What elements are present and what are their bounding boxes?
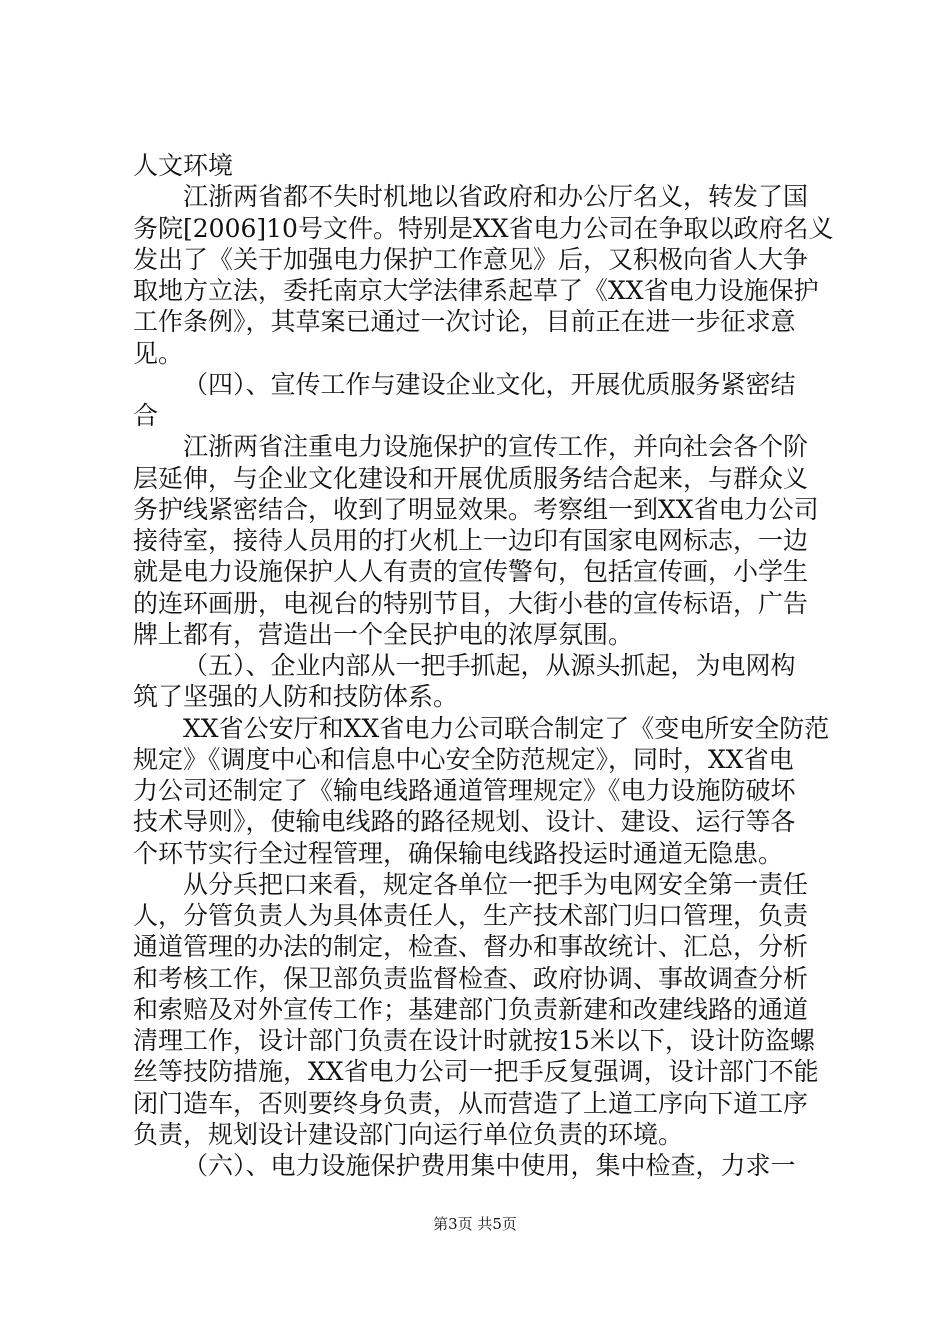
text-line: 牌上都有，营造出一个全民护电的浓厚氛围。 bbox=[133, 620, 634, 649]
section-heading: （六）、电力设施保护费用集中使用，集中检查，力求一 bbox=[183, 1151, 796, 1180]
text-line: 个环节实行全过程管理，确保输电线路投运时通道无隐患。 bbox=[133, 839, 784, 868]
text-line: 规定》《调度中心和信息中心安全防范规定》，同时，XX省电 bbox=[133, 745, 794, 774]
text-line: 人，分管负责人为具体责任人，生产技术部门归口管理，负责 bbox=[133, 901, 809, 930]
text-line: 力公司还制定了《输电线路通道管理规定》《电力设施防破坏 bbox=[133, 776, 796, 805]
paragraph-start: 江浙两省注重电力设施保护的宣传工作，并向社会各个阶 bbox=[183, 432, 809, 461]
text-line: 务护线紧密结合，收到了明显效果。考察组一到XX省电力公司 bbox=[133, 495, 819, 524]
text-line: 务院[2006]10号文件。特别是XX省电力公司在争取以政府名义 bbox=[133, 214, 834, 243]
text-line: 和考核工作，保卫部负责监督检查、政府协调、事故调查分析 bbox=[133, 964, 809, 993]
text-line: 工作条例》，其草案已通过一次讨论，目前正在进一步征求意 bbox=[133, 307, 796, 336]
section-heading: （五）、企业内部从一把手抓起，从源头抓起，为电网构 bbox=[183, 651, 796, 680]
text-line: 层延伸，与企业文化建设和开展优质服务结合起来，与群众义 bbox=[133, 464, 809, 493]
paragraph-start: 江浙两省都不失时机地以省政府和办公厅名义，转发了国 bbox=[183, 182, 809, 211]
text-line: 接待室，接待人员用的打火机上一边印有国家电网标志，一边 bbox=[133, 526, 809, 555]
section-heading: 合 bbox=[133, 401, 159, 430]
text-line: 技术导则》，使输电线路的路径规划、设计、建设、运行等各 bbox=[133, 807, 796, 836]
text-line: 发出了《关于加强电力保护工作意见》后，又积极向省人大争 bbox=[133, 245, 809, 274]
text-line: 就是电力设施保护人人有责的宣传警句，包括宣传画，小学生 bbox=[133, 557, 809, 586]
text-line: 清理工作，设计部门负责在设计时就按15米以下，设计防盗螺 bbox=[133, 1026, 815, 1055]
section-heading: （四）、宣传工作与建设企业文化，开展优质服务紧密结 bbox=[183, 370, 796, 399]
paragraph-start: 从分兵把口来看，规定各单位一把手为电网安全第一责任 bbox=[183, 870, 809, 899]
text-line: 负责，规划设计建设部门向运行单位负责的环境。 bbox=[133, 1120, 684, 1149]
text-line: 的连环画册，电视台的特别节目，大街小巷的宣传标语，广告 bbox=[133, 589, 809, 618]
text-line: 人文环境 bbox=[133, 151, 234, 180]
paragraph-start: XX省公安厅和XX省电力公司联合制定了《变电所安全防范 bbox=[183, 714, 830, 743]
text-line: 通道管理的办法的制定，检查、督办和事故统计、汇总，分析 bbox=[133, 932, 809, 961]
text-line: 和索赔及对外宣传工作；基建部门负责新建和改建线路的通道 bbox=[133, 995, 809, 1024]
section-heading: 筑了坚强的人防和技防体系。 bbox=[133, 682, 459, 711]
page-number-footer: 第3页 共5页 bbox=[433, 1215, 517, 1233]
text-line: 闭门造车，否则要终身负责，从而营造了上道工序向下道工序 bbox=[133, 1089, 809, 1118]
text-line: 取地方立法，委托南京大学法律系起草了《XX省电力设施保护 bbox=[133, 276, 819, 305]
text-line: 丝等技防措施，XX省电力公司一把手反复强调，设计部门不能 bbox=[133, 1057, 819, 1086]
text-line: 见。 bbox=[133, 339, 184, 368]
